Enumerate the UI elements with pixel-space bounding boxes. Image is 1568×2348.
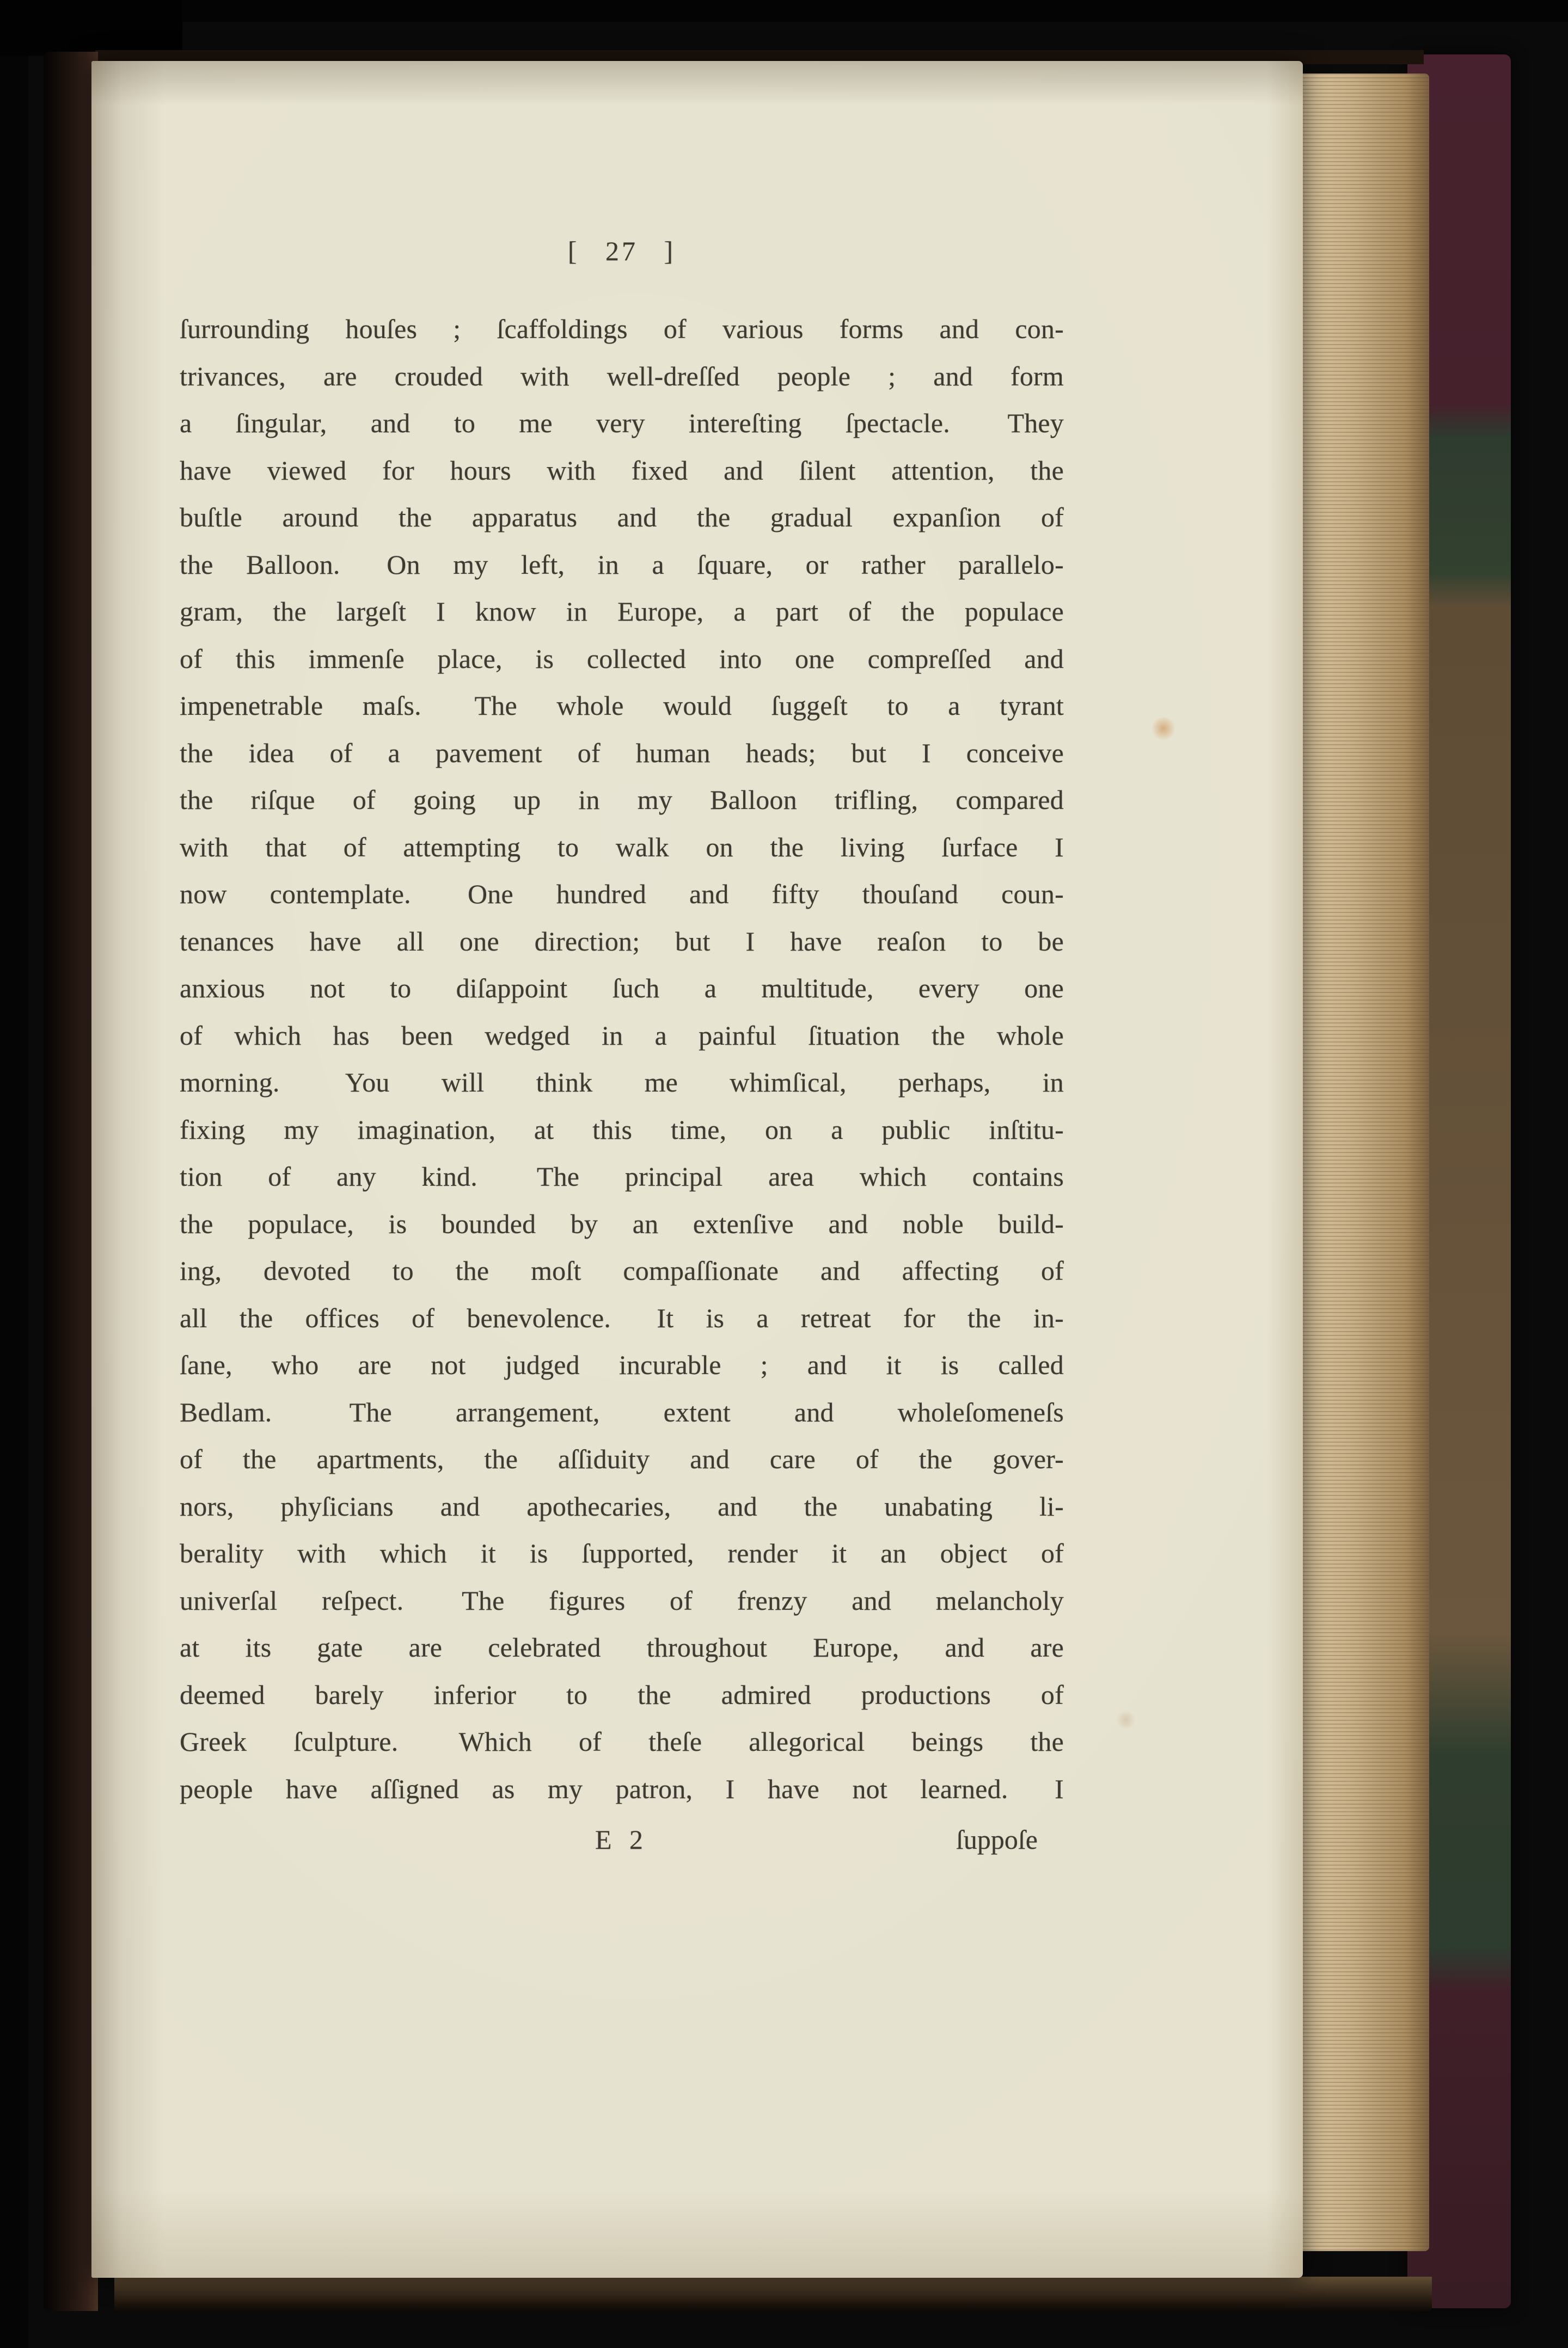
text-line: ing, devoted to the moſt compaſſionate and affecting of: [180, 1255, 1064, 1286]
text-line: people have aſſigned as my patron, I have not learned. I: [180, 1773, 1064, 1804]
text-line: fixing my imagination, at this time, on a public inſtitu-: [180, 1114, 1064, 1145]
book-spine: [44, 52, 98, 2311]
text-line: morning. You will think me whimſical, perhaps, in: [180, 1067, 1064, 1098]
text-line: tion of any kind. The principal area which contains: [180, 1161, 1064, 1192]
backdrop-top-strip: [0, 0, 1568, 22]
text-line: impenetrable maſs. The whole would ſuggeſt to a tyrant: [180, 690, 1064, 721]
text-line: buſtle around the apparatus and the gradual expanſion of: [180, 502, 1064, 532]
backdrop-left-strip: [0, 0, 28, 2348]
text-line: trivances, are crouded with well-dreſſed people ; and form: [180, 360, 1064, 391]
text-line: at its gate are celebrated throughout Europe, and are: [180, 1632, 1064, 1663]
text-line: tenances have all one direction; but I have reaſon to be: [180, 925, 1064, 957]
text-line: nors, phyſicians and apothecaries, and the unabating li-: [180, 1491, 1064, 1522]
text-line: ſurrounding houſes ; ſcaffoldings of various forms and con-: [180, 314, 1064, 344]
text-line: of which has been wedged in a painful ſituation the whole: [180, 1020, 1064, 1051]
signature-mark: E 2: [595, 1824, 649, 1855]
page-edges-stack: [1298, 73, 1429, 2251]
book-bottom-edge: [114, 2277, 1432, 2312]
text-line: deemed barely inferior to the admired productions of: [180, 1679, 1064, 1710]
text-line: of the apartments, the aſſiduity and care of the gover-: [180, 1444, 1064, 1474]
backdrop-corner-block: [0, 0, 182, 56]
text-line: ſane, who are not judged incurable ; and it is called: [180, 1350, 1064, 1380]
text-line: gram, the largeſt I know in Europe, a part of the populace: [180, 596, 1064, 627]
text-line: a ſingular, and to me very intereſting ſpectacle. They: [180, 408, 1064, 438]
page-text: [180, 305, 1064, 1812]
text-line: univerſal reſpect. The figures of frenzy and melancholy: [180, 1585, 1064, 1616]
signature-line: [180, 1824, 1064, 1871]
paper-foxing-spot: [1115, 1711, 1137, 1729]
text-line: the riſque of going up in my Balloon trifling, compared: [180, 784, 1064, 815]
text-line: with that of attempting to walk on the living ſurface I: [180, 831, 1064, 862]
text-line: all the offices of benevolence. It is a retreat for the in-: [180, 1302, 1064, 1333]
text-line: have viewed for hours with fixed and ſilent attention, the: [180, 455, 1064, 486]
page-number: [ 27 ]: [567, 236, 676, 266]
text-line: Greek ſculpture. Which of theſe allegorical beings the: [180, 1726, 1064, 1757]
text-line: now contemplate. One hundred and fifty thouſand coun-: [180, 879, 1064, 909]
catchword: ſuppoſe: [956, 1824, 1038, 1855]
text-line: of this immenſe place, is collected into one compreſſed and: [180, 643, 1064, 674]
book-page: [91, 61, 1303, 2278]
text-line: Bedlam. The arrangement, extent and wholeſomeneſs: [180, 1396, 1064, 1427]
paper-stain: [1150, 717, 1177, 740]
text-line: berality with which it is ſupported, render it an object of: [180, 1538, 1064, 1568]
text-line: the populace, is bounded by an extenſive and noble build-: [180, 1208, 1064, 1239]
text-line: anxious not to diſappoint ſuch a multitude, every one: [180, 973, 1064, 1003]
text-line: the Balloon. On my left, in a ſquare, or rather parallelo-: [180, 549, 1064, 580]
text-line: the idea of a pavement of human heads; but I conceive: [180, 737, 1064, 768]
